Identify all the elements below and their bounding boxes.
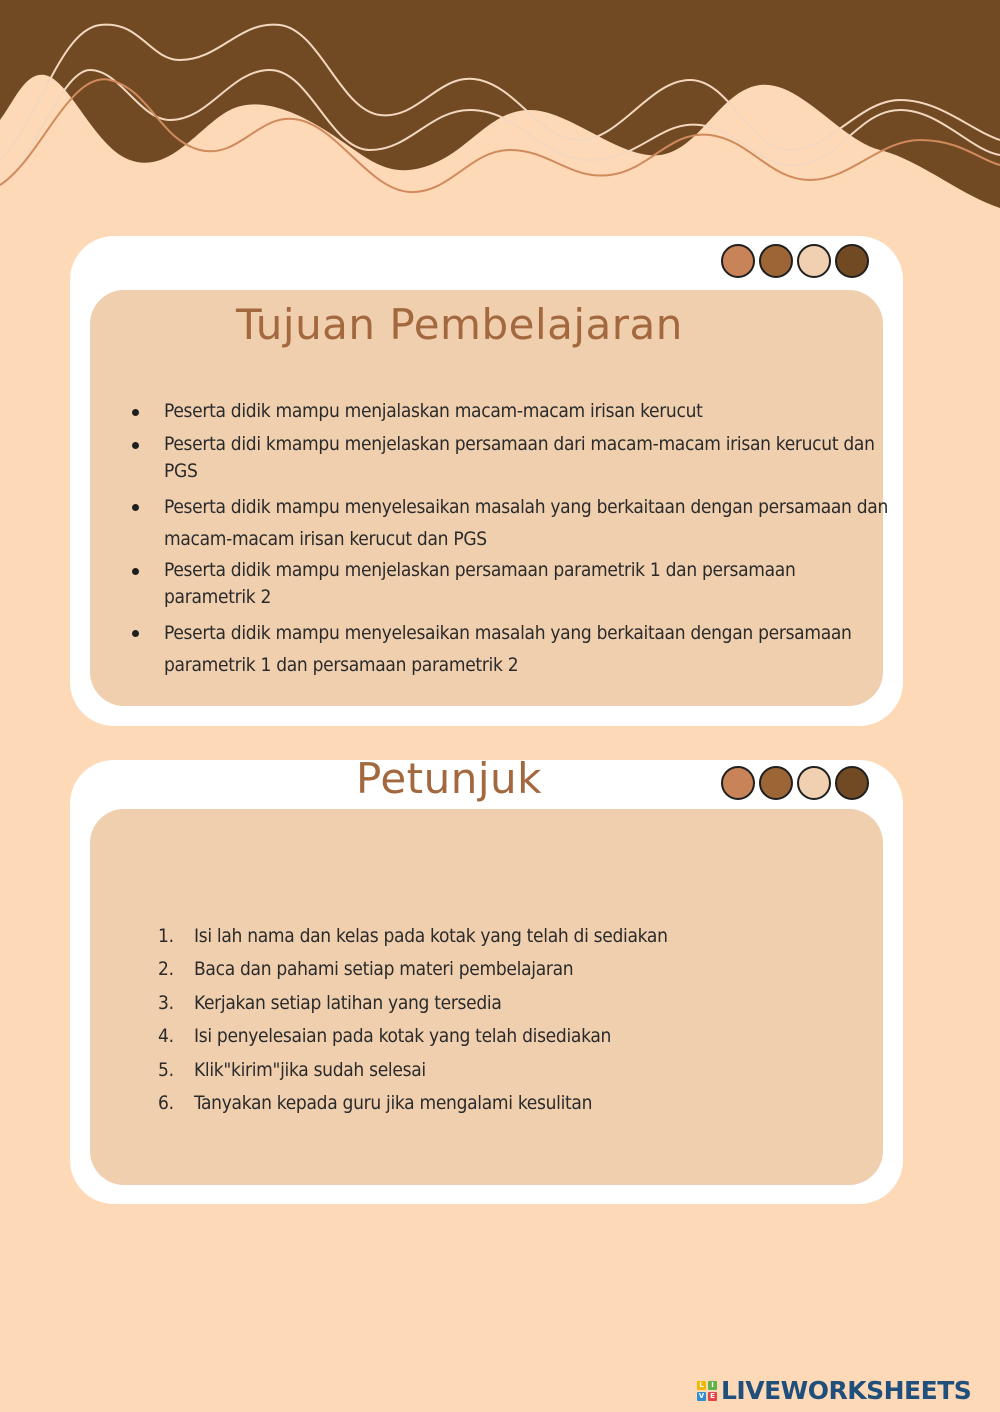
petunjuk-step — [158, 1087, 838, 1120]
petunjuk-step — [158, 1020, 838, 1053]
decor-dots — [721, 766, 869, 800]
logo-letter: V — [698, 1392, 705, 1400]
tujuan-item: Peserta didik mampu menjalaskan macam-macam irisan kerucut — [164, 398, 890, 425]
step-number: 4. — [158, 1025, 174, 1048]
petunjuk-step — [158, 953, 838, 986]
step-number: 6. — [158, 1092, 174, 1115]
tujuan-item: Peserta didik mampu menyelesaikan masalah yang berkaitaan dengan persamaan dan macam-macam irisan kerucut dan PGS — [164, 491, 890, 555]
step-text: Isi lah nama dan kelas pada kotak yang telah di sediakan — [194, 925, 668, 947]
decor-dot — [797, 766, 831, 800]
tujuan-card — [70, 236, 903, 726]
logo-letter: I — [708, 1381, 717, 1390]
decor-dot — [721, 244, 755, 278]
petunjuk-step — [158, 987, 838, 1020]
wave-header-decoration — [0, 0, 1000, 230]
step-text: Tanyakan kepada guru jika mengalami kesulitan — [194, 1092, 593, 1115]
tujuan-item: Peserta didi kmampu menjelaskan persamaan dari macam-macam irisan kerucut dan PGS — [164, 431, 890, 485]
decor-dot — [835, 766, 869, 800]
step-text: Kerjakan setiap latihan yang tersedia — [194, 991, 502, 1014]
tujuan-title: Tujuan Pembelajaran — [236, 300, 683, 349]
decor-dot — [797, 244, 831, 278]
logo-letter: E — [708, 1392, 717, 1401]
tujuan-item: Peserta didik mampu menyelesaikan masalah yang berkaitaan dengan persamaan parametrik 1 dan persamaan parametrik 2 — [164, 617, 890, 681]
decor-dots — [721, 244, 869, 278]
liveworksheets-brand-link[interactable] — [697, 1376, 971, 1406]
petunjuk-step — [158, 920, 838, 953]
brand-text: LIVEWORKSHEETS — [721, 1376, 972, 1405]
step-number: 2. — [158, 958, 174, 981]
step-number: 3. — [158, 991, 174, 1014]
decor-dot — [759, 766, 793, 800]
petunjuk-list — [158, 920, 838, 1120]
liveworksheets-logo-icon — [697, 1381, 717, 1401]
step-text: Klik"kirim"jika sudah selesai — [194, 1058, 426, 1081]
step-number: 5. — [158, 1058, 174, 1081]
step-number: 1. — [158, 925, 174, 947]
decor-dot — [835, 244, 869, 278]
petunjuk-card — [70, 754, 903, 1204]
petunjuk-title: Petunjuk — [356, 754, 542, 803]
step-text: Isi penyelesaian pada kotak yang telah disediakan — [194, 1025, 612, 1048]
petunjuk-step — [158, 1054, 838, 1087]
logo-letter: L — [697, 1381, 706, 1390]
decor-dot — [721, 766, 755, 800]
tujuan-list — [164, 398, 890, 683]
step-text: Baca dan pahami setiap materi pembelajaran — [194, 958, 574, 981]
decor-dot — [759, 244, 793, 278]
tujuan-item: Peserta didik mampu menjelaskan persamaan parametrik 1 dan persamaan parametrik 2 — [164, 557, 890, 611]
